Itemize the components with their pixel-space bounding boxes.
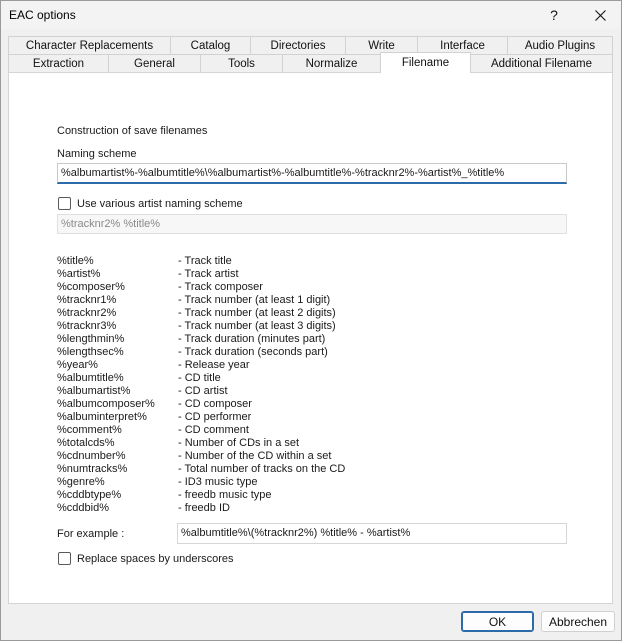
variable-name: %composer% <box>57 281 125 293</box>
help-button[interactable] <box>531 1 577 29</box>
construction-label: Construction of save filenames <box>57 125 208 137</box>
replace-spaces-label: Replace spaces by underscores <box>77 553 234 565</box>
variable-name: %albumartist% <box>57 385 131 397</box>
variable-name: %albumcomposer% <box>57 398 155 410</box>
variable-description: - Track number (at least 2 digits) <box>178 307 336 319</box>
tab-general[interactable]: General <box>108 54 201 73</box>
tab-catalog[interactable]: Catalog <box>170 36 251 55</box>
tab-normalize[interactable]: Normalize <box>282 54 381 73</box>
window-title: EAC options <box>9 8 76 22</box>
naming-scheme-label: Naming scheme <box>57 148 137 160</box>
variable-description: - Track duration (minutes part) <box>178 333 326 345</box>
tab-directories[interactable]: Directories <box>250 36 346 55</box>
tab-interface[interactable]: Interface <box>417 36 508 55</box>
variable-description: - Track number (at least 3 digits) <box>178 320 336 332</box>
tab-additional-filename[interactable]: Additional Filename <box>470 54 613 73</box>
variable-description: - Track duration (seconds part) <box>178 346 328 358</box>
variable-name: %albumtitle% <box>57 372 124 384</box>
variable-description: - Number of the CD within a set <box>178 450 332 462</box>
variable-name: %numtracks% <box>57 463 128 475</box>
variable-description: - Track composer <box>178 281 263 293</box>
various-artist-input[interactable]: %tracknr2% %title% <box>57 214 567 234</box>
variable-name: %tracknr2% <box>57 307 117 319</box>
tab-extraction[interactable]: Extraction <box>8 54 109 73</box>
tab-write[interactable]: Write <box>345 36 418 55</box>
variable-description: - Release year <box>178 359 250 371</box>
variable-name: %totalcds% <box>57 437 115 449</box>
tab-character-replacements[interactable]: Character Replacements <box>8 36 171 55</box>
cancel-button[interactable]: Abbrechen <box>541 611 615 632</box>
variable-description: - Total number of tracks on the CD <box>178 463 346 475</box>
naming-scheme-input[interactable]: %albumartist%-%albumtitle%\%albumartist%-%albumtitle%-%tracknr2%-%artist%_%title% <box>57 163 567 184</box>
tab-filename[interactable]: Filename <box>380 52 471 73</box>
variable-name: %tracknr1% <box>57 294 117 306</box>
variable-description: - CD performer <box>178 411 252 423</box>
variable-description: - CD title <box>178 372 221 384</box>
variable-description: - freedb music type <box>178 489 272 501</box>
filename-panel <box>8 72 613 604</box>
replace-spaces-checkbox[interactable] <box>58 552 71 565</box>
example-field: %albumtitle%\(%tracknr2%) %title% - %artist% <box>177 523 567 544</box>
example-label: For example : <box>57 528 125 540</box>
variable-description: - Track number (at least 1 digit) <box>178 294 331 306</box>
tab-audio-plugins[interactable]: Audio Plugins <box>507 36 613 55</box>
various-artist-label: Use various artist naming scheme <box>77 198 243 210</box>
variable-description: - CD comment <box>178 424 249 436</box>
variable-name: %title% <box>57 255 94 267</box>
close-icon <box>595 10 606 21</box>
variable-name: %lengthsec% <box>57 346 124 358</box>
variable-name: %genre% <box>57 476 105 488</box>
variable-description: - Track artist <box>178 268 239 280</box>
variable-name: %cddbtype% <box>57 489 122 501</box>
variable-description: - freedb ID <box>178 502 230 514</box>
ok-button[interactable]: OK <box>461 611 534 632</box>
variable-description: - Track title <box>178 255 232 267</box>
variable-name: %lengthmin% <box>57 333 125 345</box>
help-icon: ? <box>550 7 558 23</box>
variable-name: %year% <box>57 359 98 371</box>
various-artist-checkbox[interactable] <box>58 197 71 210</box>
variable-name: %cdnumber% <box>57 450 126 462</box>
variable-description: - Number of CDs in a set <box>178 437 300 449</box>
variable-name: %albuminterpret% <box>57 411 147 423</box>
tab-tools[interactable]: Tools <box>200 54 283 73</box>
variable-description: - CD artist <box>178 385 228 397</box>
variable-description: - CD composer <box>178 398 252 410</box>
variable-description: - ID3 music type <box>178 476 258 488</box>
variable-name: %artist% <box>57 268 101 280</box>
variable-name: %comment% <box>57 424 122 436</box>
close-button[interactable] <box>577 1 622 29</box>
variable-name: %cddbid% <box>57 502 109 514</box>
variable-name: %tracknr3% <box>57 320 117 332</box>
title-bar <box>1 1 621 29</box>
